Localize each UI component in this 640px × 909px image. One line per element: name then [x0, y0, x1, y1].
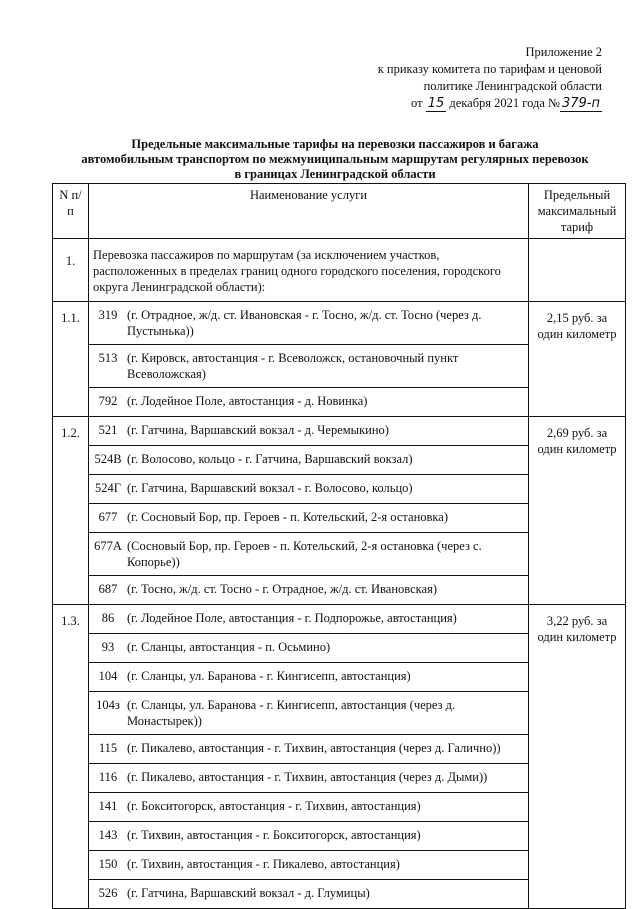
route-row: [88, 302, 529, 345]
route-row: [88, 344, 529, 388]
route-description: (г. Тосно, ж/д. ст. Тосно - г. Отрадное, ж/д. ст. Ивановская): [127, 582, 437, 596]
date-prefix: от: [411, 96, 423, 110]
route-number: 521: [98, 423, 118, 437]
route-number: 513: [98, 351, 118, 365]
route-description: (г. Тихвин, автостанция - г. Бокситогорск, автостанция): [127, 828, 421, 842]
route-description: (г. Гатчина, Варшавский вокзал - д. Глумицы): [127, 886, 370, 900]
document-title: [40, 137, 630, 182]
route-description: (г. Бокситогорск, автостанция - г. Тихвин, автостанция): [127, 799, 421, 813]
route-description: (г. Лодейное Поле, автостанция - д. Новинка): [127, 394, 368, 408]
route-number: 115: [98, 741, 118, 755]
date-rest: декабря 2021 года №: [449, 96, 560, 110]
group-routes: [89, 605, 529, 909]
route-number: 116: [98, 770, 118, 784]
group-tariff: 2,15 руб. за один километр: [529, 302, 626, 417]
route-description: (г. Пикалево, автостанция - г. Тихвин, автостанция (через д. Галично)): [127, 741, 501, 755]
tariff-group-row: [53, 417, 626, 605]
route-description: (г. Пикалево, автостанция - г. Тихвин, автостанция (через д. Дыми)): [127, 770, 488, 784]
route-number: 143: [98, 828, 118, 842]
route-number: 93: [101, 640, 115, 654]
route-number: 677: [98, 510, 118, 524]
route-number: 104: [98, 669, 118, 683]
route-row: [88, 474, 529, 504]
route-row: [88, 532, 529, 576]
route-row: [88, 691, 529, 735]
header-tariff: Предельный максимальный тариф: [529, 184, 626, 239]
annex-line: Приложение 2: [525, 45, 602, 59]
route-description: (г. Отрадное, ж/д. ст. Ивановская - г. Тосно, ж/д. ст. Тосно (через д. Пустынька)): [127, 308, 482, 338]
tariff-table: [52, 183, 626, 909]
title-line: Предельные максимальные тарифы на перевозки пассажиров и багажа: [131, 137, 539, 151]
group-tariff: 3,22 руб. за один километр: [529, 605, 626, 909]
route-description: (г. Тихвин, автостанция - г. Пикалево, автостанция): [127, 857, 400, 871]
group-num: 1.1.: [53, 302, 89, 417]
route-row: [88, 503, 529, 533]
route-number: 86: [101, 611, 115, 625]
title-line: автомобильным транспортом по межмуниципальным маршрутам регулярных перевозок: [81, 152, 589, 166]
route-description: (Сосновый Бор, пр. Героев - п. Котельский, 2-я остановка (через с. Копорье)): [127, 539, 482, 569]
group-routes: [89, 302, 529, 417]
route-description: (г. Сланцы, автостанция - п. Осьмино): [127, 640, 331, 654]
route-description: (г. Гатчина, Варшавский вокзал - г. Волосово, кольцо): [127, 481, 413, 495]
route-description: (г. Сланцы, ул. Баранова - г. Кингисепп, автостанция): [127, 669, 411, 683]
route-row: [88, 850, 529, 880]
route-row: [88, 417, 529, 446]
route-description: (г. Сланцы, ул. Баранова - г. Кингисепп, автостанция (через д. Монастырек)): [127, 698, 456, 728]
group-num: 1.2.: [53, 417, 89, 605]
section-tariff-empty: [529, 239, 626, 302]
group-tariff: 2,69 руб. за один километр: [529, 417, 626, 605]
header-service: Наименование услуги: [89, 184, 529, 239]
annex-line: к приказу комитета по тарифам и ценовой: [377, 62, 602, 76]
route-row: [88, 633, 529, 663]
route-row: [88, 445, 529, 475]
route-number: 150: [98, 857, 118, 871]
route-number: 526: [98, 886, 118, 900]
date-day: 15: [427, 96, 445, 111]
section-num: 1.: [53, 239, 89, 302]
route-description: (г. Кировск, автостанция - г. Всеволожск, остановочный пункт Всеволожская): [127, 351, 459, 381]
order-number: 379-п: [561, 96, 600, 111]
group-routes: [89, 417, 529, 605]
route-number: 792: [98, 394, 118, 408]
route-row: [88, 763, 529, 793]
tariff-group-row: [53, 302, 626, 417]
route-number: 687: [98, 582, 118, 596]
annex-line: политике Ленинградской области: [423, 79, 602, 93]
route-number: 319: [98, 308, 118, 322]
route-description: (г. Сосновый Бор, пр. Героев - п. Котельский, 2-я остановка): [127, 510, 449, 524]
route-row: [88, 662, 529, 692]
route-number: 524В: [94, 452, 122, 466]
section-text: Перевозка пассажиров по маршрутам (за исключением участков, расположенных в пределах границ одного городского поселения, городского округа Ленинградской области):: [89, 239, 529, 302]
route-description: (г. Лодейное Поле, автостанция - г. Подпорожье, автостанция): [127, 611, 457, 625]
route-description: (г. Волосово, кольцо - г. Гатчина, Варшавский вокзал): [127, 452, 413, 466]
annex-date-line: [342, 95, 602, 112]
route-row: [88, 792, 529, 822]
route-row: [88, 734, 529, 764]
title-line: в границах Ленинградской области: [234, 167, 436, 181]
route-number: 677А: [94, 539, 122, 553]
header-num: N п/п: [53, 184, 89, 239]
section-row: [53, 239, 626, 302]
route-row: [88, 387, 529, 417]
table-header-row: [53, 184, 626, 239]
route-number: 104з: [96, 698, 120, 712]
route-number: 524Г: [95, 481, 121, 495]
route-row: [88, 605, 529, 634]
route-row: [88, 575, 529, 605]
group-num: 1.3.: [53, 605, 89, 909]
annex-header: [342, 44, 602, 112]
route-row: [88, 821, 529, 851]
route-description: (г. Гатчина, Варшавский вокзал - д. Черемыкино): [127, 423, 389, 437]
route-number: 141: [98, 799, 118, 813]
tariff-group-row: [53, 605, 626, 909]
